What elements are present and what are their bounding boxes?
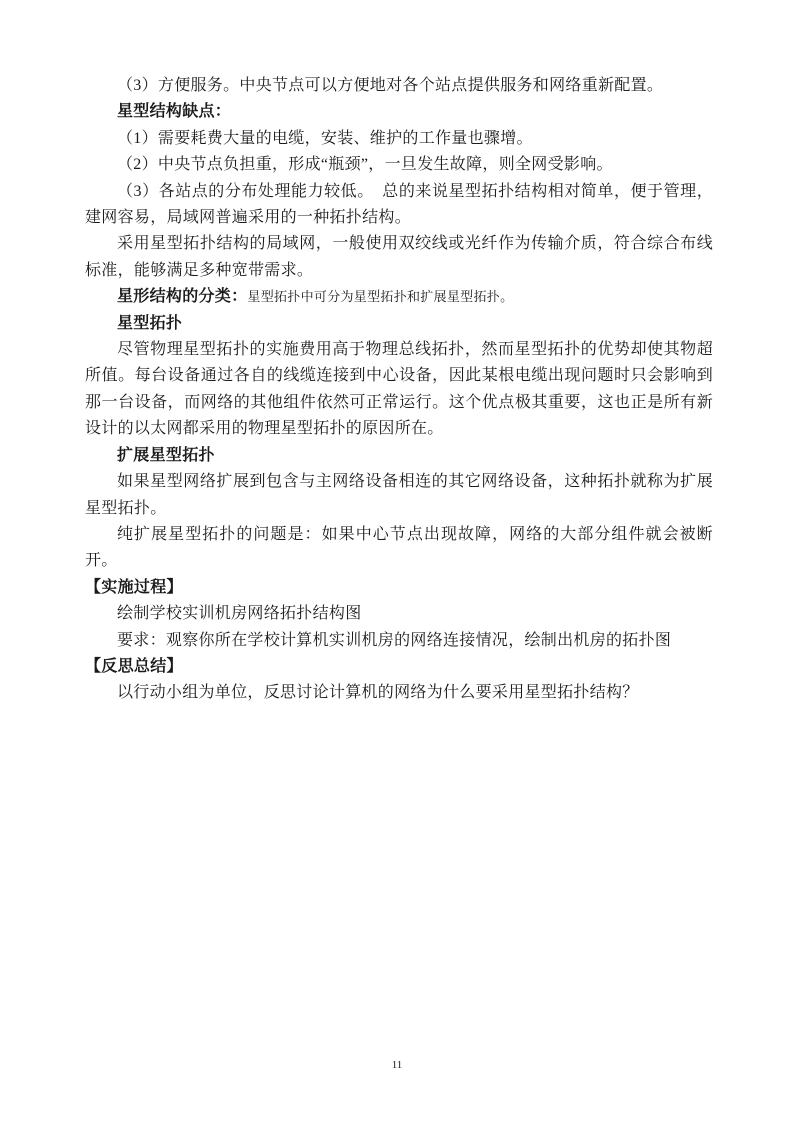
page-footer <box>0 1055 794 1073</box>
body-paragraph: （1）需要耗费大量的电缆，安装、维护的工作量也骤增。 <box>117 129 533 147</box>
paragraph-mixed <box>85 284 713 310</box>
body-paragraph: 采用星型拓扑结构的局域网，一般使用双绞线或光纤作为传输介质，符合综合布线标准，能够满足多种宽带需求。 <box>85 235 713 279</box>
body-paragraph: （2）中央节点负担重，形成“瓶颈”，一旦发生故障，则全网受影响。 <box>117 156 613 174</box>
body-paragraph: 尽管物理星型拓扑的实施费用高于物理总线拓扑，然而星型拓扑的优势却使其物超所值。每台设备通过各自的线缆连接到中心设备，因此某根电缆出现问题时只会影响到那一台设备，而网络的其他组件依然可正常运行。这个优点极其重要，这也正是所有新设计的以太网都采用的物理星型拓扑的原因所在。 <box>85 341 713 438</box>
body-paragraph: 以行动小组为单位，反思讨论计算机的网络为什么要采用星型拓扑结构？ <box>117 684 639 702</box>
small-text-run: 星型拓扑中可分为星型拓扑和扩展星型拓扑。 <box>247 289 514 305</box>
document-body <box>85 73 713 707</box>
inline-heading: 星型拓扑 <box>117 314 183 332</box>
section-heading: 【实施过程】 <box>85 578 183 596</box>
body-paragraph: 要求：观察你所在学校计算机实训机房的网络连接情况，绘制出机房的拓扑图 <box>117 631 672 649</box>
section-heading: 【反思总结】 <box>85 657 183 675</box>
page-number: 11 <box>391 1059 403 1071</box>
body-paragraph: （3）各站点的分布处理能力较低。 总的来说星型拓扑结构相对简单，便于管理，建网容易，局域网普遍采用的一种拓扑结构。 <box>85 182 713 227</box>
body-paragraph: 绘制学校实训机房网络拓扑结构图 <box>117 605 362 623</box>
body-paragraph: 纯扩展星型拓扑的问题是：如果中心节点出现故障，网络的大部分组件就会被断开。 <box>85 525 713 570</box>
body-paragraph: （3）方便服务。中央节点可以方便地对各个站点提供服务和网络重新配置。 <box>117 77 664 94</box>
inline-heading: 星型结构缺点： <box>117 103 232 121</box>
inline-heading: 扩展星型拓扑 <box>117 446 215 464</box>
body-paragraph: 如果星型网络扩展到包含与主网络设备相连的其它网络设备，这种拓扑就称为扩展星型拓扑。 <box>85 473 713 517</box>
inline-heading-label: 星形结构的分类： <box>117 288 248 306</box>
